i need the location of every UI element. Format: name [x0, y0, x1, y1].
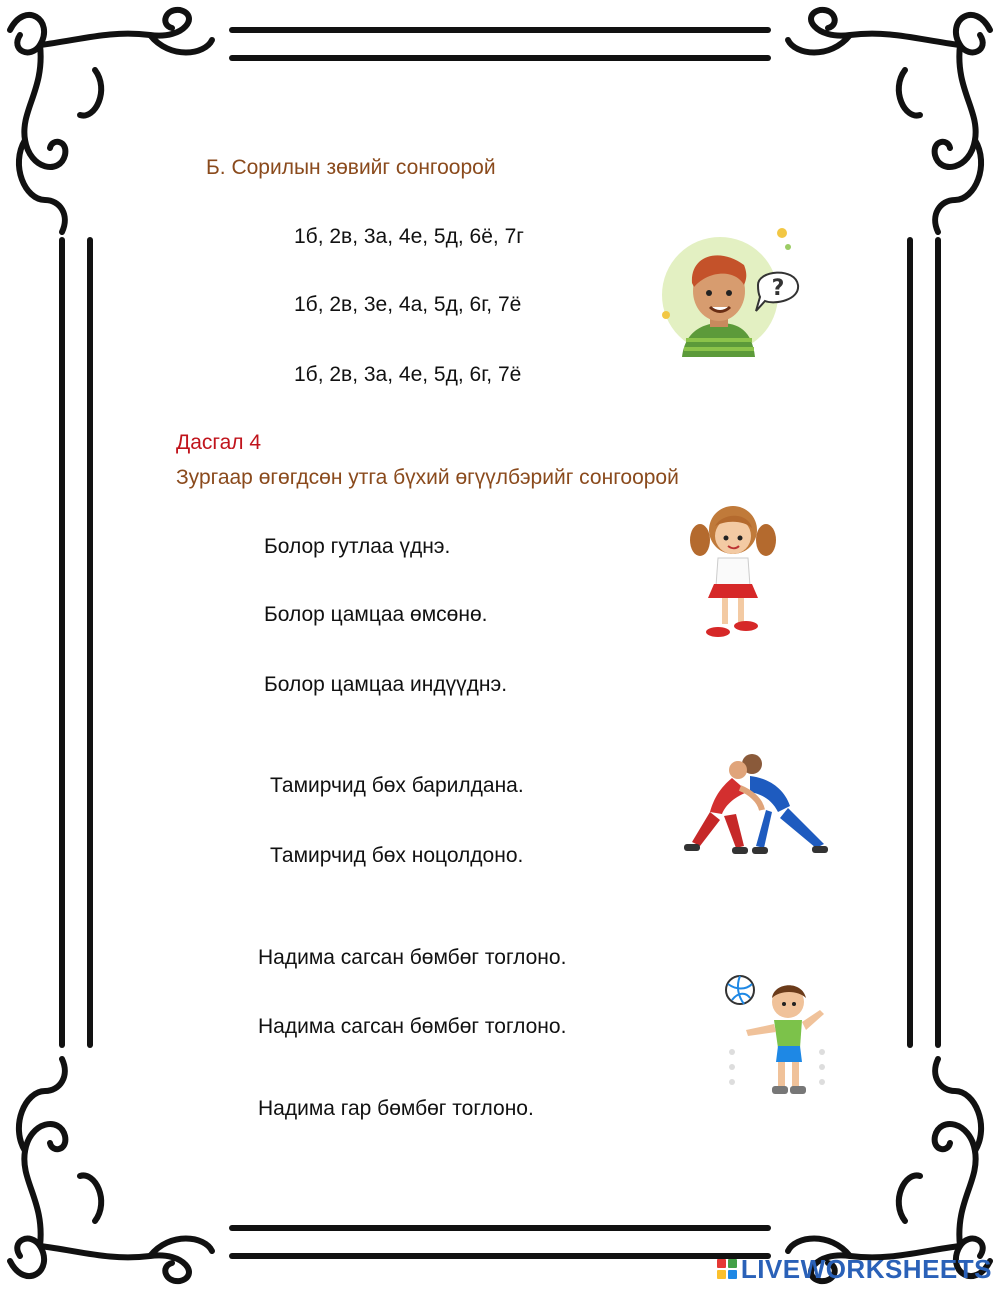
logo-icon — [717, 1259, 737, 1279]
liveworksheets-logo — [717, 1255, 992, 1283]
answer-option-3[interactable]: 1б, 2в, 3а, 4е, 5д, 6г, 7ё — [294, 363, 522, 386]
answer-option-2[interactable]: 1б, 2в, 3е, 4а, 5д, 6г, 7ё — [294, 293, 522, 316]
sentence-option-2-2[interactable]: Тамирчид бөх ноцолдоно. — [270, 844, 524, 867]
exercise-heading: Дасгал 4 — [176, 431, 262, 454]
speech-question-mark: ? — [771, 276, 785, 301]
girl-illustration — [688, 498, 778, 648]
wrestlers-illustration — [680, 748, 832, 858]
sentence-option-3-2[interactable]: Надима сагсан бөмбөг тоглоно. — [258, 1015, 567, 1038]
sentence-option-1-2[interactable]: Болор цамцаа өмсөнө. — [264, 603, 488, 626]
sentence-option-1-3[interactable]: Болор цамцаа индүүднэ. — [264, 673, 508, 696]
sentence-option-3-3[interactable]: Надима гар бөмбөг тоглоно. — [258, 1097, 534, 1120]
sentence-option-3-1[interactable]: Надима сагсан бөмбөг тоглоно. — [258, 946, 567, 969]
thinking-boy-illustration — [660, 225, 805, 365]
volleyball-boy-illustration — [722, 972, 830, 1104]
sentence-option-1-1[interactable]: Болор гутлаа үднэ. — [264, 535, 451, 558]
answer-option-1[interactable]: 1б, 2в, 3а, 4е, 5д, 6ё, 7г — [294, 225, 524, 248]
exercise-instruction: Зургаар өгөгдсөн утга бүхий өгүүлбэрийг сонгоорой — [176, 466, 679, 489]
sentence-option-2-1[interactable]: Тамирчид бөх барилдана. — [270, 774, 524, 797]
logo-text: LIVEWORKSHEETS — [740, 1253, 992, 1284]
section-b-title: Б. Сорилын зөвийг сонгоорой — [206, 156, 496, 179]
